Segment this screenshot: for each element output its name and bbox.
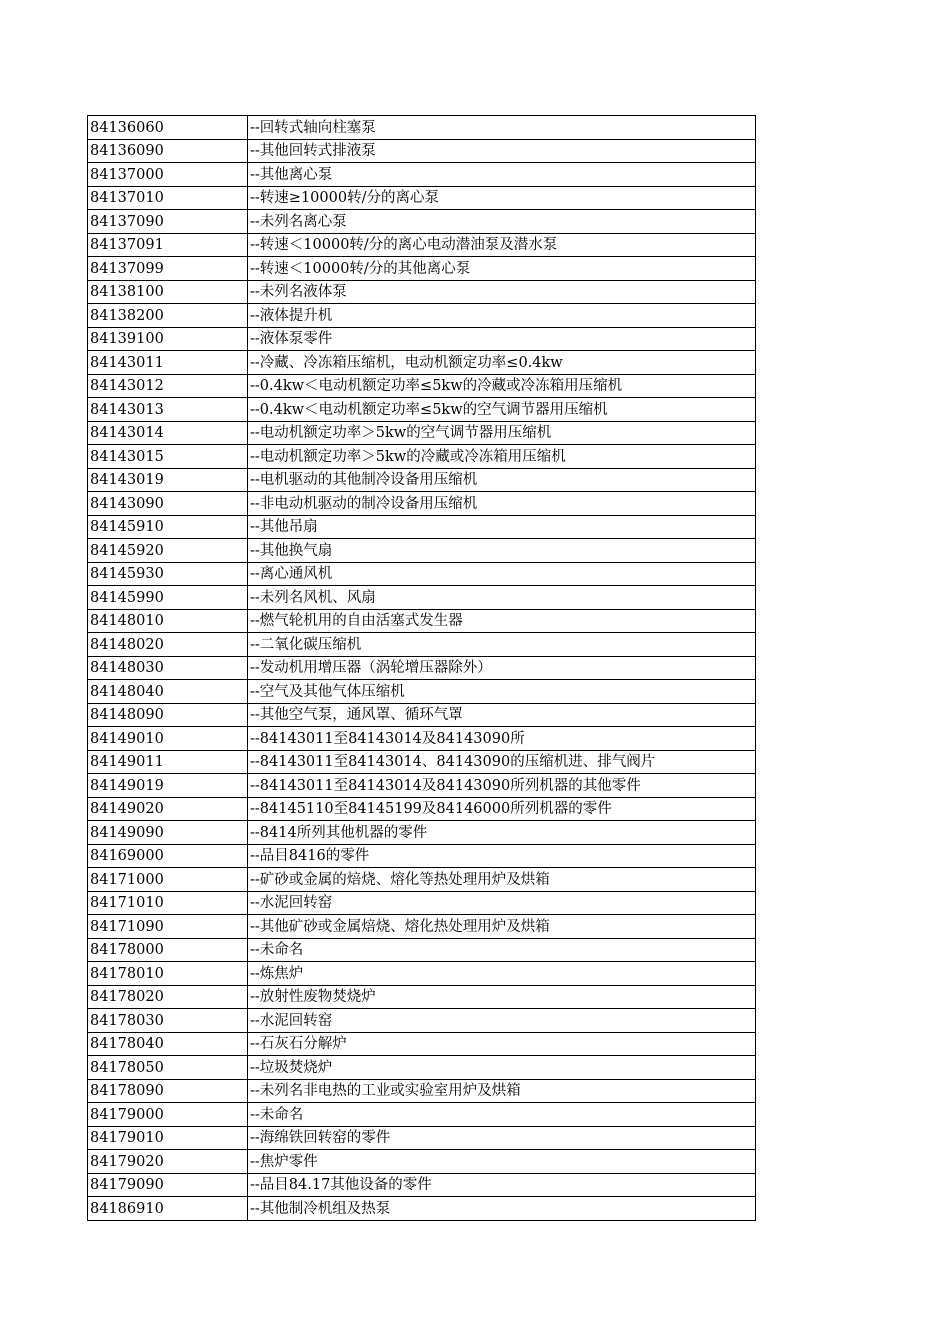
- table-row: [88, 586, 756, 610]
- description-cell: --放射性废物焚烧炉: [248, 985, 756, 1009]
- description-cell: --发动机用增压器（涡轮增压器除外）: [248, 656, 756, 680]
- table-row: [88, 1103, 756, 1127]
- hs-code-cell: 84143015: [88, 445, 248, 469]
- table-row: [88, 1197, 756, 1221]
- table-row: [88, 116, 756, 140]
- description-cell: --炼焦炉: [248, 962, 756, 986]
- description-cell: --84143011至84143014及84143090所: [248, 727, 756, 751]
- hs-code-cell: 84149090: [88, 821, 248, 845]
- hs-code-cell: 84148030: [88, 656, 248, 680]
- hs-code-cell: 84178090: [88, 1079, 248, 1103]
- hs-code-cell: 84143090: [88, 492, 248, 516]
- description-cell: --矿砂或金属的焙烧、熔化等热处理用炉及烘箱: [248, 868, 756, 892]
- description-cell: --非电动机驱动的制冷设备用压缩机: [248, 492, 756, 516]
- hs-code-cell: 84137099: [88, 257, 248, 281]
- table-row: [88, 398, 756, 422]
- hs-code-cell: 84149011: [88, 750, 248, 774]
- hs-code-cell: 84178040: [88, 1032, 248, 1056]
- hs-code-cell: 84138100: [88, 280, 248, 304]
- hs-code-cell: 84143012: [88, 374, 248, 398]
- table-row: [88, 750, 756, 774]
- description-cell: --冷藏、冷冻箱压缩机，电动机额定功率≤0.4kw: [248, 351, 756, 375]
- description-cell: --其他空气泵，通风罩、循环气罩: [248, 703, 756, 727]
- hs-code-cell: 84148010: [88, 609, 248, 633]
- description-cell: --84145110至84145199及84146000所列机器的零件: [248, 797, 756, 821]
- table-row: [88, 680, 756, 704]
- table-row: [88, 445, 756, 469]
- hs-code-cell: 84145920: [88, 539, 248, 563]
- table-row: [88, 562, 756, 586]
- table-row: [88, 774, 756, 798]
- table-row: [88, 915, 756, 939]
- table-row: [88, 468, 756, 492]
- description-cell: --电动机额定功率＞5kw的空气调节器用压缩机: [248, 421, 756, 445]
- table-row: [88, 280, 756, 304]
- hs-code-cell: 84178050: [88, 1056, 248, 1080]
- hs-code-cell: 84171000: [88, 868, 248, 892]
- table-row: [88, 1056, 756, 1080]
- description-cell: --水泥回转窑: [248, 1009, 756, 1033]
- table-row: [88, 421, 756, 445]
- description-cell: --未列名离心泵: [248, 210, 756, 234]
- hs-code-cell: 84171090: [88, 915, 248, 939]
- description-cell: --转速＜10000转/分的离心电动潜油泵及潜水泵: [248, 233, 756, 257]
- table-row: [88, 727, 756, 751]
- table-row: [88, 797, 756, 821]
- table-row: [88, 1079, 756, 1103]
- hs-code-table: [87, 115, 756, 1221]
- table-row: [88, 985, 756, 1009]
- description-cell: --0.4kw＜电动机额定功率≤5kw的冷藏或冷冻箱用压缩机: [248, 374, 756, 398]
- table-row: [88, 539, 756, 563]
- hs-code-cell: 84136060: [88, 116, 248, 140]
- hs-code-cell: 84179020: [88, 1150, 248, 1174]
- description-cell: --未列名风机、风扇: [248, 586, 756, 610]
- description-cell: --转速＜10000转/分的其他离心泵: [248, 257, 756, 281]
- table-row: [88, 257, 756, 281]
- description-cell: --离心通风机: [248, 562, 756, 586]
- description-cell: --回转式轴向柱塞泵: [248, 116, 756, 140]
- table-body: [88, 116, 756, 1221]
- hs-code-cell: 84149019: [88, 774, 248, 798]
- description-cell: --其他离心泵: [248, 163, 756, 187]
- hs-code-cell: 84139100: [88, 327, 248, 351]
- description-cell: --其他制冷机组及热泵: [248, 1197, 756, 1221]
- table-row: [88, 515, 756, 539]
- table-row: [88, 1032, 756, 1056]
- description-cell: --液体泵零件: [248, 327, 756, 351]
- table-row: [88, 656, 756, 680]
- table-row: [88, 139, 756, 163]
- description-cell: --空气及其他气体压缩机: [248, 680, 756, 704]
- hs-code-cell: 84145930: [88, 562, 248, 586]
- hs-code-cell: 84143014: [88, 421, 248, 445]
- hs-code-cell: 84149020: [88, 797, 248, 821]
- description-cell: --品目8416的零件: [248, 844, 756, 868]
- description-cell: --二氧化碳压缩机: [248, 633, 756, 657]
- hs-code-cell: 84137091: [88, 233, 248, 257]
- description-cell: --8414所列其他机器的零件: [248, 821, 756, 845]
- hs-code-cell: 84148020: [88, 633, 248, 657]
- hs-code-cell: 84178010: [88, 962, 248, 986]
- description-cell: --0.4kw＜电动机额定功率≤5kw的空气调节器用压缩机: [248, 398, 756, 422]
- description-cell: --未命名: [248, 938, 756, 962]
- table-row: [88, 891, 756, 915]
- hs-code-cell: 84137000: [88, 163, 248, 187]
- table-row: [88, 163, 756, 187]
- hs-code-cell: 84148090: [88, 703, 248, 727]
- hs-code-cell: 84148040: [88, 680, 248, 704]
- description-cell: --液体提升机: [248, 304, 756, 328]
- table-row: [88, 938, 756, 962]
- hs-code-cell: 84179090: [88, 1173, 248, 1197]
- hs-code-cell: 84143019: [88, 468, 248, 492]
- table-row: [88, 1150, 756, 1174]
- description-cell: --未命名: [248, 1103, 756, 1127]
- table-row: [88, 304, 756, 328]
- description-cell: --电动机额定功率＞5kw的冷藏或冷冻箱用压缩机: [248, 445, 756, 469]
- description-cell: --垃圾焚烧炉: [248, 1056, 756, 1080]
- table-row: [88, 1009, 756, 1033]
- description-cell: --品目84.17其他设备的零件: [248, 1173, 756, 1197]
- description-cell: --海绵铁回转窑的零件: [248, 1126, 756, 1150]
- description-cell: --84143011至84143014及84143090所列机器的其他零件: [248, 774, 756, 798]
- description-cell: --其他回转式排液泵: [248, 139, 756, 163]
- hs-code-cell: 84143013: [88, 398, 248, 422]
- table-row: [88, 1126, 756, 1150]
- table-row: [88, 327, 756, 351]
- table-row: [88, 962, 756, 986]
- hs-code-cell: 84149010: [88, 727, 248, 751]
- hs-code-cell: 84145910: [88, 515, 248, 539]
- description-cell: --未列名液体泵: [248, 280, 756, 304]
- description-cell: --其他矿砂或金属焙烧、熔化热处理用炉及烘箱: [248, 915, 756, 939]
- hs-code-cell: 84178000: [88, 938, 248, 962]
- table-row: [88, 868, 756, 892]
- hs-code-cell: 84179010: [88, 1126, 248, 1150]
- table-row: [88, 233, 756, 257]
- hs-code-cell: 84171010: [88, 891, 248, 915]
- table-row: [88, 492, 756, 516]
- hs-code-cell: 84186910: [88, 1197, 248, 1221]
- hs-code-cell: 84137090: [88, 210, 248, 234]
- table-row: [88, 703, 756, 727]
- hs-code-cell: 84136090: [88, 139, 248, 163]
- description-cell: --未列名非电热的工业或实验室用炉及烘箱: [248, 1079, 756, 1103]
- description-cell: --其他吊扇: [248, 515, 756, 539]
- hs-code-cell: 84143011: [88, 351, 248, 375]
- description-cell: --电机驱动的其他制冷设备用压缩机: [248, 468, 756, 492]
- table-row: [88, 609, 756, 633]
- description-cell: --84143011至84143014、84143090的压缩机进、排气阀片: [248, 750, 756, 774]
- hs-code-cell: 84178030: [88, 1009, 248, 1033]
- table-row: [88, 374, 756, 398]
- table-row: [88, 186, 756, 210]
- table-row: [88, 844, 756, 868]
- table-row: [88, 821, 756, 845]
- table-row: [88, 210, 756, 234]
- description-cell: --石灰石分解炉: [248, 1032, 756, 1056]
- hs-code-cell: 84179000: [88, 1103, 248, 1127]
- hs-code-cell: 84137010: [88, 186, 248, 210]
- table-row: [88, 633, 756, 657]
- hs-code-cell: 84178020: [88, 985, 248, 1009]
- description-cell: --其他换气扇: [248, 539, 756, 563]
- description-cell: --转速≥10000转/分的离心泵: [248, 186, 756, 210]
- hs-code-cell: 84169000: [88, 844, 248, 868]
- description-cell: --燃气轮机用的自由活塞式发生器: [248, 609, 756, 633]
- table-row: [88, 351, 756, 375]
- description-cell: --焦炉零件: [248, 1150, 756, 1174]
- hs-code-cell: 84138200: [88, 304, 248, 328]
- description-cell: --水泥回转窑: [248, 891, 756, 915]
- table-row: [88, 1173, 756, 1197]
- hs-code-cell: 84145990: [88, 586, 248, 610]
